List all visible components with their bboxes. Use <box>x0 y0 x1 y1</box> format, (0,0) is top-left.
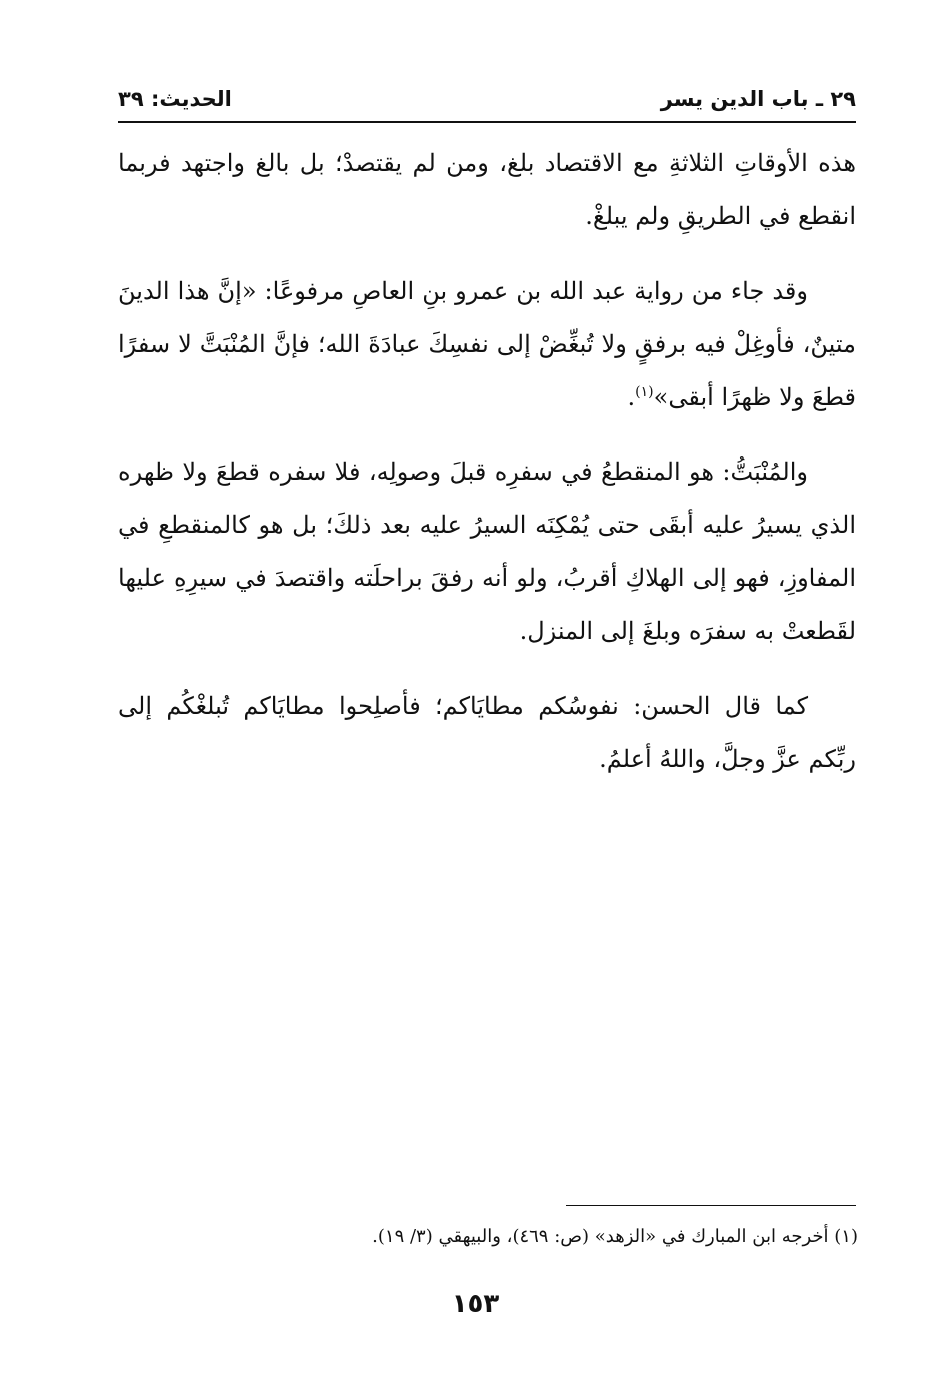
paragraph-1: هذه الأوقاتِ الثلاثةِ مع الاقتصاد بلغ، ومن لم يقتصدْ؛ بل بالغ واجتهد فربما انقطع في الطريقِ ولم يبلغْ. <box>118 149 856 230</box>
running-header <box>118 84 856 118</box>
paragraph-2 <box>118 265 856 424</box>
hadith-number: الحديث: ٣٩ <box>118 87 232 111</box>
main-text <box>118 137 856 808</box>
footnote-rule <box>566 1205 856 1206</box>
header-rule <box>118 121 856 123</box>
footnote: (١) أخرجه ابن المبارك في «الزهد» (ص: ٤٦٩)، والبيهقي (٣/ ١٩). <box>372 1226 858 1247</box>
paragraph-4: كما قال الحسن: نفوسُكم مطايَاكم؛ فأصلِحوا مطايَاكم تُبلغْكُم إلى ربِّكم عزَّ وجلَّ، واللهُ أعلمُ. <box>118 692 856 773</box>
paragraph-3: والمُنْبَتُّ: هو المنقطعُ في سفرِه قبلَ وصولِه، فلا سفره قطعَ ولا ظهره الذي يسيرُ عليه أبقَى حتى يُمْكِنَه السيرُ عليه بعد ذلكَ؛ بل هو كالمنقطعِ في المفاوزِ، فهو إلى الهلاكِ أقربُ، ولو أنه رفقَ براحلَته واقتصدَ في سيرِهِ عليها لقَطعتْ به سفرَه وبلغَ إلى المنزل. <box>118 458 856 645</box>
paragraph-2-text: وقد جاء من رواية عبد الله بن عمرو بنِ العاصِ مرفوعًا: «إنَّ هذا الدينَ متينٌ، فأوغِلْ فيه برفقٍ ولا تُبغِّضْ إلى نفسِكَ عبادَةَ الله؛ فإنَّ المُنْبَتَّ لا سفرًا قطعَ ولا ظهرًا أبقى» <box>118 277 856 411</box>
footnote-reference: (١) <box>635 384 654 400</box>
chapter-title: ٢٩ ـ باب الدين يسر <box>660 87 856 111</box>
page-number: ١٥٣ <box>451 1289 500 1319</box>
paragraph-2-end: . <box>627 383 636 411</box>
